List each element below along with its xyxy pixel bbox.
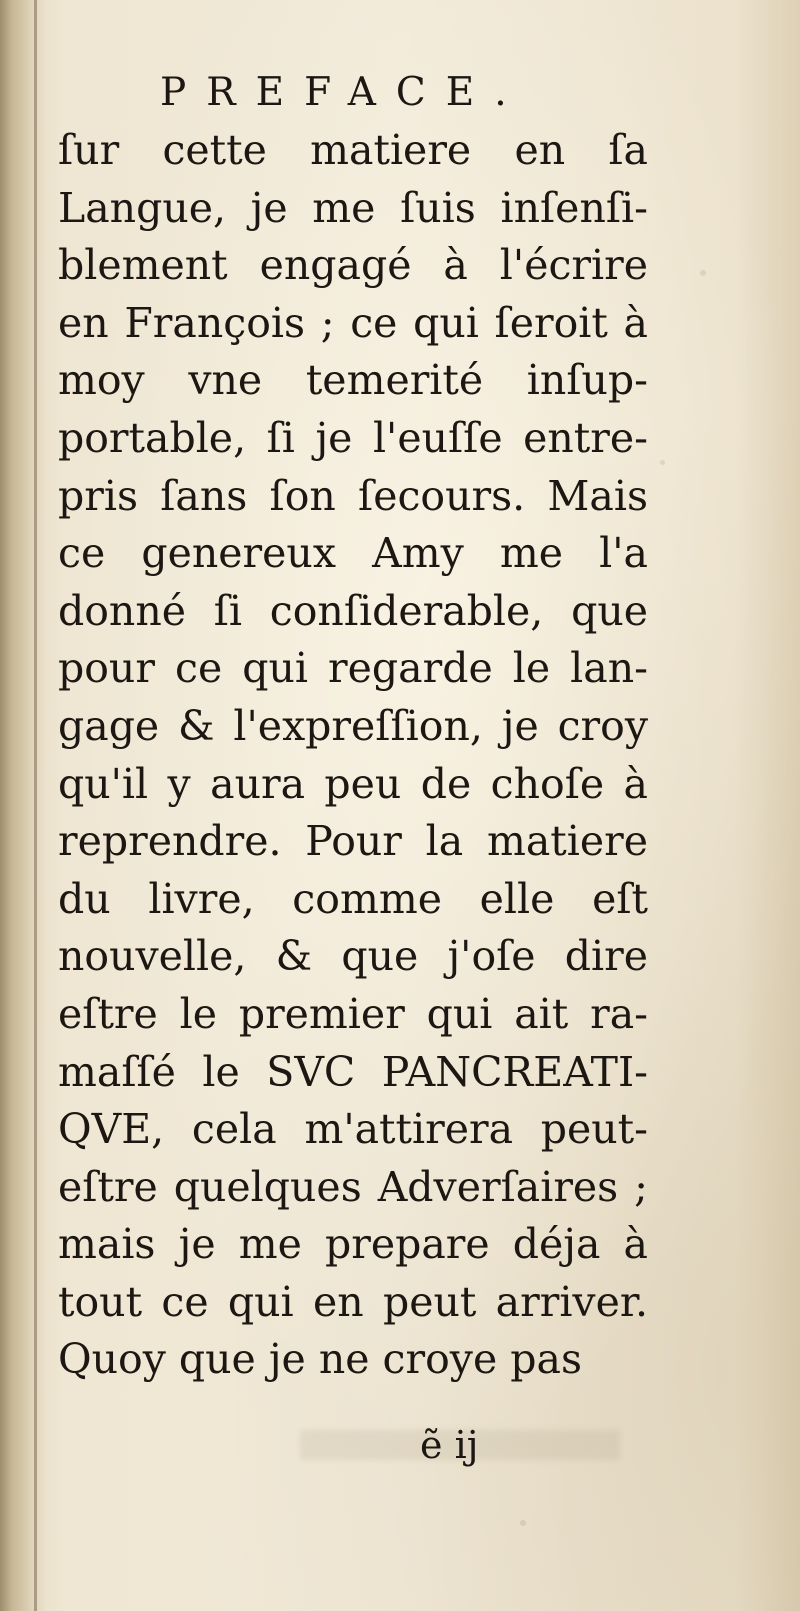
body-text	[58, 122, 648, 1389]
text-line: portable, ſi je l'euſſe entre-	[58, 413, 648, 462]
text-line: ce genereux Amy me l'a	[58, 529, 648, 578]
binding-edge	[34, 0, 37, 1611]
text-line: reprendre. Pour la matiere	[58, 817, 648, 866]
foxing-spot	[520, 1520, 526, 1526]
text-line: eſtre quelques Adverſaires ;	[58, 1162, 648, 1211]
running-head: PREFACE.	[160, 70, 527, 115]
text-line: QVE, cela m'attirera peut-	[58, 1105, 648, 1154]
text-line: donné ſi conſiderable, que	[58, 586, 648, 635]
text-line: Quoy que je ne croye pas	[58, 1335, 582, 1384]
text-line: pris ſans ſon ſecours. Mais	[58, 471, 648, 520]
text-line: qu'il y aura peu de choſe à	[58, 759, 648, 808]
text-line: tout ce qui en peut arriver.	[58, 1277, 648, 1326]
foxing-spot	[700, 270, 706, 276]
signature-mark: ẽ ij	[420, 1423, 479, 1467]
text-line: ſur cette matiere en ſa	[58, 126, 648, 174]
text-line: blement engagé à l'écrire	[58, 241, 648, 290]
text-line: moy vne temerité inſup-	[58, 356, 648, 405]
text-line: en François ; ce qui ſeroit à	[58, 298, 648, 347]
foxing-spot	[660, 460, 665, 465]
binding-shadow	[0, 0, 46, 1611]
text-line: maſſé le SVC PANCREATI-	[58, 1047, 648, 1096]
text-line: eſtre le premier qui ait ra-	[58, 989, 648, 1038]
text-line: mais je me prepare déja à	[58, 1220, 648, 1269]
text-line: du livre, comme elle eſt	[58, 874, 648, 923]
text-line: pour ce qui regarde le lan-	[58, 644, 648, 693]
text-line: Langue, je me ſuis inſenſi-	[58, 183, 648, 232]
text-line: gage & l'expreſſion, je croy	[58, 701, 648, 750]
text-line: nouvelle, & que j'oſe dire	[58, 932, 648, 981]
